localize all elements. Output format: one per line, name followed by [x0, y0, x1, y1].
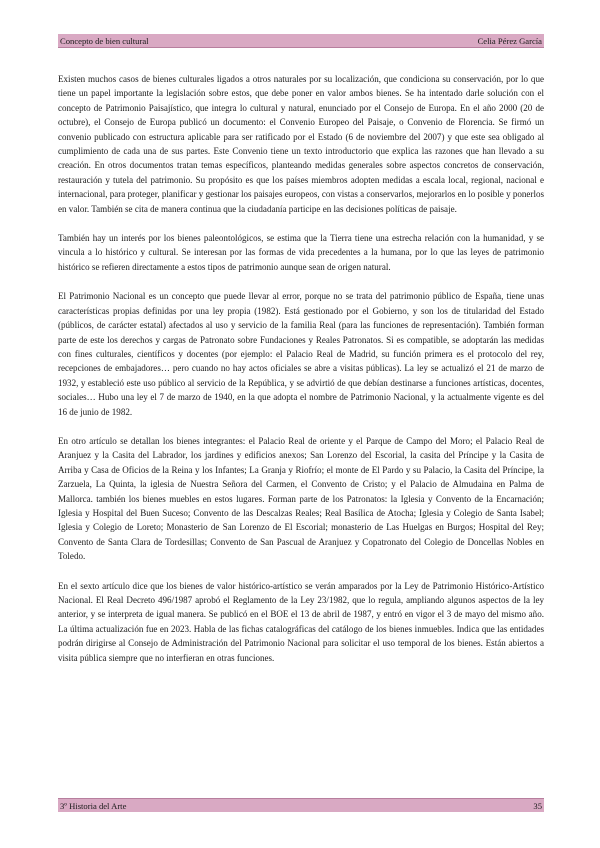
- paragraph: Existen muchos casos de bienes culturales ligados a otros naturales por su localización, que condiciona su conservación, por lo que tiene un papel importante la legislación sobre estos, que debe poner en valor ambos bienes. Se ha intentado darle solución con el concepto de Patrimonio Paisajístico, que integra lo cultural y natural, enunciado por el Consejo de Europa. En el año 2000 (20 de octubre), el Consejo de Europa publicó un documento: el Convenio Europeo del Paisaje, o Convenio de Florencia. Se firmó un convenio publicado con estructura aplicable para ser ratificado por el Estado (6 de noviembre del 2007) y que este sea obligado al cumplimiento de cada una de sus partes. Este Convenio tiene un texto introductorio que explica las razones que han llevado a su creación. En otros documentos tratan temas específicos, planteando medidas generales sobre aspectos concretos de conservación, restauración y tutela del patrimonio. Su propósito es que los países miembros adopten medidas a escala local, regional, nacional e internacional, para proteger, planificar y gestionar los paisajes europeos, con vistas a conservarlos, mejorarlos en lo posible y ponerlos en valor. También se cita de manera continua que la ciudadanía participe en las decisiones políticas de paisaje.: [58, 74, 545, 214]
- paragraph: También hay un interés por los bienes paleontológicos, se estima que la Tierra tiene una estrecha relación con la humanidad, y se vincula a lo histórico y cultural. Se interesan por las formas de vida precedentes a la humana, por lo que las leyes de patrimonio histórico se refieren directamente a estos tipos de patrimonio aunque sean de origen natural.: [58, 233, 544, 272]
- header-author: Celia Pérez García: [477, 35, 542, 46]
- header-title: Concepto de bien cultural: [60, 35, 149, 46]
- page-footer: [58, 798, 544, 812]
- document-body: [58, 72, 544, 680]
- page-header: [58, 34, 544, 48]
- footer-course: 3º Historia del Arte: [60, 800, 127, 811]
- paragraph: En el sexto artículo dice que los bienes de valor histórico-artístico se verán amparados por la Ley de Patrimonio Histórico-Artístico Nacional. El Real Decreto 496/1987 aprobó el Reglamento de la Ley 23/1982, que lo regula, ampliando algunos aspectos de la ley anterior, y se interpreta de igual manera. Se publicó en el BOE el 13 de abril de 1987, y entró en vigor el 3 de mayo del mismo año. La última actualización fue en 2023. Habla de las fichas catalográficas del catálogo de los bienes inmuebles. Indica que las entidades podrán dirigirse al Consejo de Administración del Patrimonio Nacional para solicitar el uso temporal de los bienes. Están abiertos a visita pública siempre que no interfieran en otras funciones.: [58, 580, 544, 663]
- page-number: 35: [533, 800, 542, 811]
- paragraph: En otro artículo se detallan los bienes integrantes: el Palacio Real de oriente y el Parque de Campo del Moro; el Palacio Real de Aranjuez y la Casita del Labrador, los jardines y edificios anexos; San Lorenzo del Escorial, la casita del Príncipe y la Casita de Arriba y Casa de Oficios de la Reina y los Infantes; La Granja y Riofrío; el monte de El Pardo y su Palacio, la Casita del Príncipe, la Zarzuela, La Quinta, la iglesia de Nuestra Señora del Carmen, el Convento de Cristo; y el Palacio de Almudaina en Palma de Mallorca. también los bienes muebles en estos lugares. Forman parte de los Patronatos: la Iglesia y Convento de la Encarnación; Iglesia y Hospital del Buen Suceso; Convento de las Descalzas Reales; Real Basílica de Atocha; Iglesia y Colegio de Santa Isabel; Iglesia y Colegio de Loreto; Monasterio de San Lorenzo de El Escorial; monasterio de Las Huelgas en Burgos; Hospital del Rey; Convento de Santa Clara de Tordesillas; Convento de San Pascual de Aranjuez y Copatronato del Colegio de Doncellas Nobles en Toledo.: [58, 435, 544, 562]
- paragraph: El Patrimonio Nacional es un concepto que puede llevar al error, porque no se trata del patrimonio público de España, tiene unas características propias definidas por una ley propia (1982). Está gestionado por el Gobierno, y son los de titularidad del Estado (públicos, de carácter estatal) afectados al uso y servicio de la familia Real (para las funciones de representación). También forman parte de este los derechos y cargas de Patronato sobre Fundaciones y Reales Patronatos. Si es compatible, se adoptarán las medidas con fines culturales, científicos y docentes (por ejemplo: el Palacio Real de Madrid, su función primera es el protocolo del rey, recepciones de embajadores… pero cuando no hay actos oficiales se abre a visitas públicas). La ley se actualizó el 21 de marzo de 1932, y estableció este uso público al servicio de la República, y se advirtió de que debían destinarse a funciones artísticas, docentes, sociales… Hubo una ley el 7 de marzo de 1940, en la que adopta el nombre de Patrimonio Nacional, y la actualmente vigente es del 16 de junio de 1982.: [58, 291, 544, 417]
